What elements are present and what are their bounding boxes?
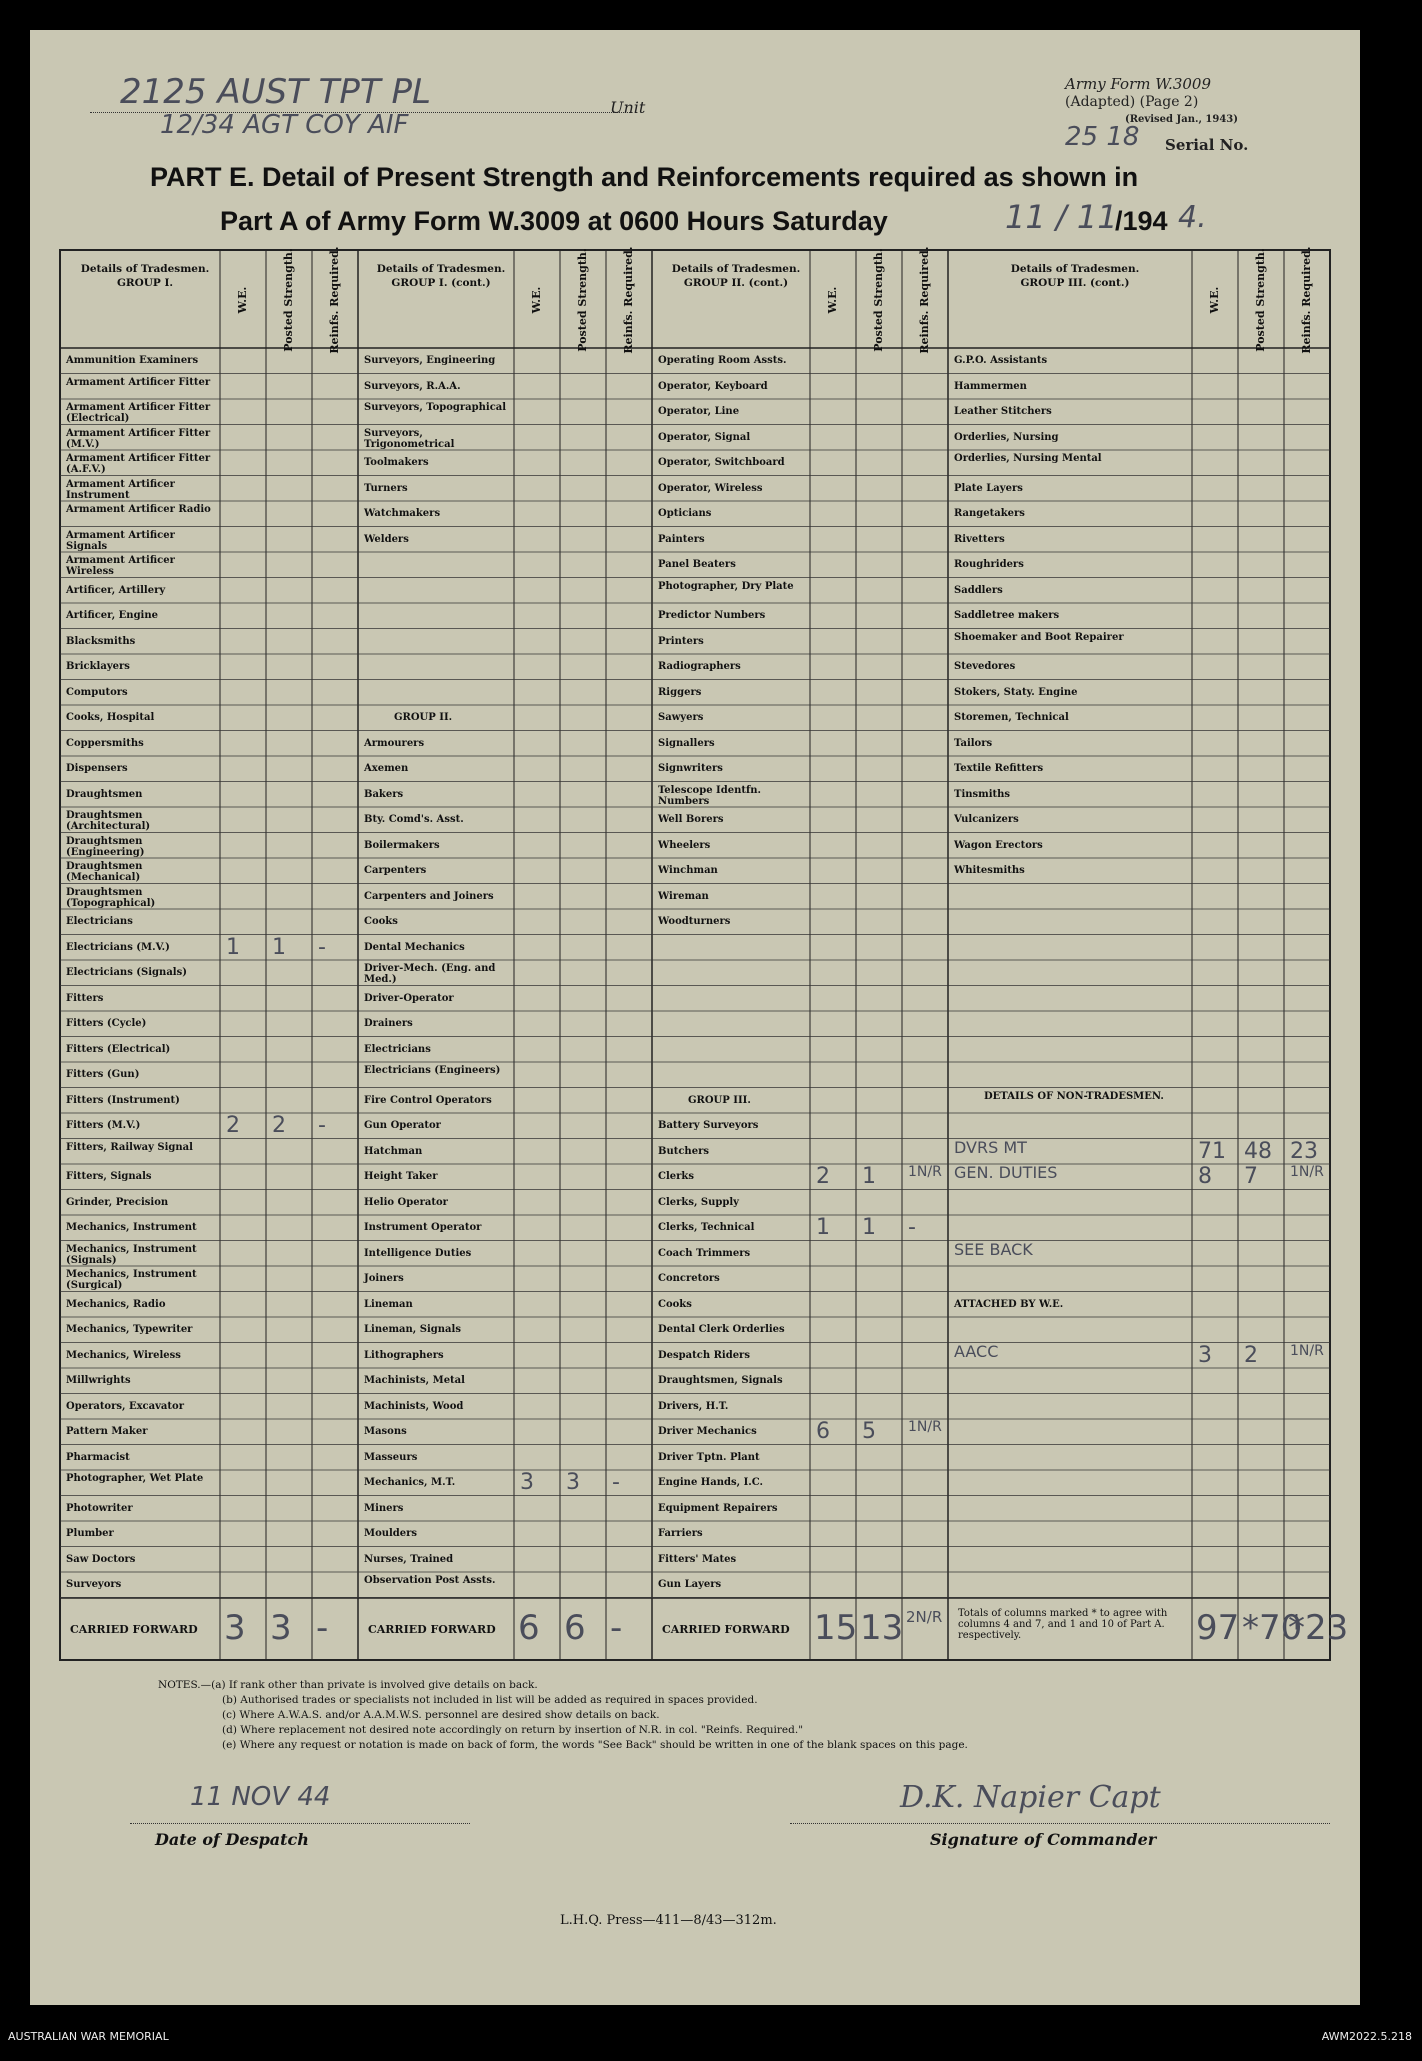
- col1-row-label: Coppersmiths: [66, 737, 144, 749]
- unit-handwritten: 2125 AUST TPT PL: [120, 72, 431, 112]
- col2-row-label: Lithographers: [364, 1349, 444, 1361]
- col-header-posted-2: Posted Strength.: [576, 248, 589, 352]
- col3-row-label: Engine Hands, I.C.: [658, 1477, 764, 1488]
- col4-row-label: SEE BACK: [954, 1239, 1033, 1259]
- carried-c3-1: 13: [860, 1608, 904, 1648]
- col4-row-label: G.P.O. Assistants: [954, 355, 1048, 366]
- col2-row-label: Drainers: [364, 1018, 413, 1029]
- col1-row-label: Fitters (Instrument): [66, 1094, 180, 1106]
- entry-fitters_mv-2: -: [318, 1113, 326, 1138]
- col2-row-label: Helio Operator: [364, 1196, 448, 1208]
- form-page: [30, 30, 1360, 2005]
- col3-row-label: Cooks: [658, 1298, 692, 1310]
- entry-clerks_tech-0: 1: [816, 1215, 830, 1240]
- col2-row-label: Machinists, Metal: [364, 1375, 465, 1386]
- date-handwritten: 11 / 11: [1005, 198, 1118, 236]
- col1-row-label: Ammunition Examiners: [66, 355, 199, 366]
- col3-row-label: Equipment Repairers: [658, 1502, 778, 1514]
- carried-c1-1: 3: [270, 1608, 292, 1648]
- col2-header: Details of Tradesmen. GROUP I. (cont.): [376, 263, 506, 289]
- col2-row-label: Lineman: [364, 1298, 413, 1310]
- entry-gen_duties-2: 1N/R: [1290, 1164, 1324, 1180]
- title-line-2: Part A of Army Form W.3009 at 0600 Hours Saturday: [220, 206, 888, 236]
- col2-row-label: Mechanics, M.T.: [364, 1477, 456, 1488]
- unit-handwritten-2: 12/34 AGT COY AIF: [160, 110, 409, 140]
- col4-row-label: Vulcanizers: [954, 814, 1019, 825]
- col3-row-label: Coach Trimmers: [658, 1247, 751, 1259]
- col1-row-label: Mechanics, Instrument (Signals): [66, 1243, 197, 1266]
- col1-row-label: Draughtsmen (Mechanical): [66, 861, 143, 883]
- col1-row-label: Fitters, Signals: [66, 1171, 152, 1182]
- carried-c3-2: 2N/R: [906, 1608, 943, 1626]
- col1-row-label: Armament Artificer Fitter (A.F.V.): [66, 453, 211, 475]
- col4-row-label: Tailors: [954, 737, 993, 749]
- col3-row-label: Operator, Keyboard: [658, 380, 768, 392]
- col1-row-label: Computors: [66, 686, 128, 698]
- col1-row-label: Operators, Excavator: [66, 1400, 184, 1412]
- entry-dvrs_mt-2: 23: [1290, 1138, 1318, 1164]
- col1-row-label: Draughtsmen (Topographical): [66, 886, 156, 909]
- signature-line: [790, 1823, 1330, 1824]
- col2-row-label: Machinists, Wood: [364, 1400, 464, 1412]
- col4-row-label: Stokers, Staty. Engine: [954, 686, 1078, 698]
- entry-clerks-1: 1: [862, 1164, 876, 1189]
- col4-row-label: Saddletree makers: [954, 610, 1060, 621]
- col2-row-label: Armourers: [364, 737, 425, 749]
- col3-row-label: Clerks, Supply: [658, 1196, 739, 1208]
- entry-clerks_tech-2: -: [908, 1215, 916, 1240]
- col-header-we-2: W.E.: [530, 286, 543, 314]
- col2-row-label: Bty. Comd's. Asst.: [364, 814, 464, 825]
- col2-row-label: Instrument Operator: [364, 1222, 482, 1233]
- entry-clerks_tech-1: 1: [862, 1215, 876, 1240]
- col1-row-label: Mechanics, Typewriter: [66, 1324, 193, 1335]
- col1-row-label: Armament Artificer Fitter: [66, 376, 211, 388]
- col3-row-label: Dental Clerk Orderlies: [658, 1324, 785, 1335]
- entry-elec_mv-0: 1: [226, 934, 240, 960]
- col2-row-label: Dental Mechanics: [364, 941, 465, 953]
- entry-clerks-2: 1N/R: [908, 1164, 942, 1180]
- carried-c2-0: 6: [518, 1608, 540, 1648]
- col2-row-label: Surveyors, R.A.A.: [364, 380, 461, 392]
- col1-row-label: Fitters (Cycle): [66, 1018, 147, 1029]
- col1-row-label: Photographer, Wet Plate: [66, 1473, 204, 1484]
- col3-row-label: Operator, Switchboard: [658, 457, 785, 468]
- entry-driver_mech-0: 6: [816, 1419, 830, 1444]
- col4-row-label: Tinsmiths: [954, 788, 1011, 800]
- col2-row-label: Masons: [364, 1426, 407, 1437]
- despatch-line: [130, 1823, 470, 1824]
- col4-row-label: Whitesmiths: [954, 865, 1025, 876]
- col3-row-label: Sawyers: [658, 712, 704, 723]
- col1-row-label: Draughtsmen (Engineering): [66, 835, 145, 858]
- notes-block: NOTES.—(a) If rank other than private is involved give details on back. (b) Authorised trades or specialists not included in list will be added as required in spaces provided. (c) Where A.W.A.S. and/or A.A.M.W.S. personnel are desired show details on back. (d) Where replacement not desired note accordingly on return by insertion of N.R. in col. "Reinfs. Required." (e) Where any request or notation is made on back of form, the words "See Back" should be written in one of the blank spaces on this page.: [158, 1679, 968, 1751]
- col4-header: Details of Tradesmen. GROUP III. (cont.): [1010, 263, 1140, 289]
- col-header-reinfs-2: Reinfs. Required.: [622, 246, 635, 354]
- col1-row-label: Mechanics, Wireless: [66, 1349, 181, 1361]
- col2-row-label: Miners: [364, 1502, 404, 1514]
- carried-c4-2: *23: [1288, 1608, 1349, 1648]
- col-header-we-4: W.E.: [1208, 286, 1221, 314]
- col1-row-label: Fitters (M.V.): [66, 1120, 141, 1131]
- col3-row-label: Clerks: [658, 1171, 694, 1182]
- col2-row-label: Joiners: [364, 1273, 404, 1284]
- col4-row-label: Orderlies, Nursing: [954, 431, 1059, 443]
- carried-forward-label-1: CARRIED FORWARD: [70, 1623, 198, 1636]
- col3-row-label: Panel Beaters: [658, 559, 736, 570]
- form-name: Army Form W.3009: [1065, 75, 1211, 93]
- form-adapted: (Adapted) (Page 2): [1065, 94, 1199, 110]
- col1-row-label: Draughtsmen (Architectural): [66, 810, 151, 832]
- col3-row-label: Painters: [658, 533, 705, 545]
- col1-row-label: Armament Artificer Radio: [66, 504, 211, 515]
- col1-row-label: Draughtsmen: [66, 788, 143, 800]
- carried-c2-1: 6: [564, 1608, 586, 1648]
- col1-row-label: Fitters (Electrical): [66, 1043, 171, 1055]
- col2-row-label: Intelligence Duties: [364, 1247, 472, 1259]
- col2-row-label: Carpenters: [364, 865, 427, 876]
- col-header-posted-4: Posted Strength.: [1254, 248, 1267, 352]
- col1-row-label: Armament Artificer Instrument: [66, 478, 175, 501]
- col3-row-label: Printers: [658, 635, 704, 647]
- col1-row-label: Photowriter: [66, 1502, 133, 1514]
- col4-row-label: ATTACHED BY W.E.: [954, 1298, 1064, 1310]
- col3-row-label: Operator, Wireless: [658, 482, 763, 494]
- col-header-reinfs-3: Reinfs. Required.: [918, 246, 931, 354]
- entry-aacc-2: 1N/R: [1290, 1342, 1324, 1359]
- col3-header: Details of Tradesmen. GROUP II. (cont.): [671, 263, 801, 289]
- serial-handwritten: 25 18: [1065, 122, 1140, 152]
- col3-row-label: Operator, Signal: [658, 431, 751, 443]
- despatch-handwritten: 11 NOV 44: [190, 1782, 331, 1812]
- col4-row-label: Textile Refitters: [954, 763, 1044, 774]
- col4-row-label: Shoemaker and Boot Repairer: [954, 631, 1124, 643]
- col1-row-label: Surveyors: [66, 1579, 122, 1590]
- col3-row-label: Clerks, Technical: [658, 1222, 755, 1233]
- col3-row-label: Winchman: [658, 865, 718, 876]
- col2-row-label: Nurses, Trained: [364, 1553, 454, 1565]
- col2-row-label: Surveyors, Topographical: [364, 402, 507, 413]
- archive-right: AWM2022.5.218: [1321, 2030, 1412, 2043]
- col1-row-label: Cooks, Hospital: [66, 712, 155, 723]
- year-hand: 4.: [1178, 200, 1207, 235]
- col4-row-label: Plate Layers: [954, 482, 1023, 494]
- col4-row-label: DVRS MT: [954, 1137, 1027, 1157]
- col3-row-label: Well Borers: [658, 814, 724, 825]
- col3-row-label: Fitters' Mates: [658, 1553, 737, 1565]
- col3-row-label: Woodturners: [658, 916, 731, 927]
- serial-label: Serial No.: [1165, 136, 1249, 154]
- col1-row-label: Millwrights: [66, 1375, 131, 1386]
- col1-row-label: Fitters, Railway Signal: [66, 1141, 193, 1153]
- col1-row-label: Pharmacist: [66, 1451, 130, 1463]
- col1-row-label: Armament Artificer Wireless: [66, 555, 175, 577]
- col3-row-label: Driver Tptn. Plant: [658, 1451, 760, 1463]
- col3-row-label: Signallers: [658, 737, 715, 749]
- archive-left: AUSTRALIAN WAR MEMORIAL: [8, 2030, 169, 2043]
- entry-aacc-1: 2: [1244, 1342, 1258, 1368]
- col2-row-label: Turners: [364, 482, 408, 494]
- col2-row-label: Gun Operator: [364, 1120, 441, 1131]
- signature-label: Signature of Commander: [930, 1830, 1157, 1849]
- col1-row-label: Artificer, Artillery: [66, 584, 166, 596]
- col-header-posted-1: Posted Strength.: [282, 248, 295, 352]
- col-header-reinfs-4: Reinfs. Required.: [1300, 246, 1313, 354]
- col1-row-label: Artificer, Engine: [66, 610, 158, 621]
- col2-row-label: Surveyors, Engineering: [364, 355, 496, 366]
- col3-row-label: Gun Layers: [658, 1579, 722, 1590]
- col1-row-label: Fitters (Gun): [66, 1069, 140, 1080]
- entry-elec_mv-1: 1: [272, 934, 286, 960]
- col1-header: Details of Tradesmen. GROUP I.: [80, 263, 210, 289]
- entry-aacc-0: 3: [1198, 1342, 1212, 1368]
- col1-row-label: Dispensers: [66, 763, 128, 774]
- col1-row-label: Mechanics, Instrument (Surgical): [66, 1269, 197, 1291]
- col3-row-label: Riggers: [658, 686, 702, 698]
- entry-clerks-0: 2: [816, 1164, 830, 1189]
- col4-row-label: Roughriders: [954, 559, 1024, 570]
- col3-row-label: Operator, Line: [658, 406, 740, 417]
- col3-row-label: Drivers, H.T.: [658, 1400, 729, 1412]
- signature-handwritten: D.K. Napier Capt: [900, 1780, 1161, 1815]
- entry-fitters_mv-0: 2: [226, 1113, 240, 1138]
- col2-row-label: GROUP II.: [394, 712, 453, 723]
- totals-note: Totals of columns marked * to agree with columns 4 and 7, and 1 and 10 of Part A. respectively.: [958, 1608, 1168, 1641]
- col2-row-label: Lineman, Signals: [364, 1324, 461, 1335]
- entry-fitters_mv-1: 2: [272, 1113, 286, 1138]
- col3-row-label: Operating Room Assts.: [658, 355, 787, 366]
- col1-row-label: Armament Artificer Fitter (M.V.): [66, 427, 211, 450]
- col4-row-label: Saddlers: [954, 584, 1003, 596]
- col1-row-label: Blacksmiths: [66, 635, 136, 647]
- col3-row-label: Wireman: [658, 890, 709, 902]
- entry-dvrs_mt-1: 48: [1244, 1138, 1272, 1164]
- col4-row-label: Stevedores: [954, 661, 1016, 672]
- col3-row-label: Predictor Numbers: [658, 610, 766, 621]
- col1-row-label: Plumber: [66, 1528, 114, 1539]
- unit-label: Unit: [610, 98, 646, 117]
- col4-row-label: AACC: [954, 1341, 999, 1361]
- col2-row-label: Driver-Mech. (Eng. and Med.): [364, 963, 496, 985]
- entry-mech_mt-2: -: [612, 1470, 620, 1495]
- col2-row-label: Masseurs: [364, 1451, 418, 1463]
- col3-row-label: Driver Mechanics: [658, 1426, 757, 1437]
- col1-row-label: Mechanics, Instrument: [66, 1222, 197, 1233]
- col4-row-label: Leather Stitchers: [954, 406, 1052, 417]
- col4-row-label: Rangetakers: [954, 508, 1025, 519]
- entry-mech_mt-0: 3: [520, 1470, 534, 1495]
- col2-row-label: Boilermakers: [364, 839, 440, 851]
- col2-row-label: Toolmakers: [364, 457, 429, 468]
- year-print: /194: [1115, 206, 1168, 236]
- col1-row-label: Electricians: [66, 916, 133, 927]
- entry-gen_duties-0: 8: [1198, 1164, 1212, 1189]
- col-header-reinfs-1: Reinfs. Required.: [328, 246, 341, 354]
- col1-row-label: Pattern Maker: [66, 1426, 148, 1437]
- col3-row-label: Draughtsmen, Signals: [658, 1375, 783, 1386]
- col3-row-label: GROUP III.: [688, 1094, 751, 1106]
- col4-row-label: DETAILS OF NON-TRADESMEN.: [984, 1090, 1164, 1102]
- col4-row-label: Storemen, Technical: [954, 712, 1069, 723]
- col3-row-label: Radiographers: [658, 661, 741, 672]
- col1-row-label: Armament Artificer Fitter (Electrical): [66, 402, 211, 424]
- col1-row-label: Mechanics, Radio: [66, 1298, 166, 1310]
- col1-row-label: Electricians (Signals): [66, 967, 187, 978]
- col4-row-label: Hammermen: [954, 380, 1027, 392]
- col1-row-label: Fitters: [66, 992, 104, 1004]
- col-header-we-1: W.E.: [236, 286, 249, 314]
- col2-row-label: Watchmakers: [364, 508, 441, 519]
- col2-row-label: Fire Control Operators: [364, 1094, 492, 1106]
- carried-c3-0: 15: [814, 1608, 858, 1648]
- carried-c2-2: -: [610, 1608, 623, 1648]
- col2-row-label: Bakers: [364, 788, 404, 800]
- title-line-1: PART E. Detail of Present Strength and Reinforcements required as shown in: [150, 162, 1139, 192]
- col1-row-label: Saw Doctors: [66, 1553, 136, 1565]
- col3-row-label: Battery Surveyors: [658, 1120, 759, 1131]
- col3-row-label: Butchers: [658, 1145, 709, 1157]
- col4-row-label: Wagon Erectors: [954, 839, 1043, 851]
- col3-row-label: Wheelers: [658, 839, 711, 851]
- col2-row-label: Observation Post Assts.: [364, 1575, 496, 1586]
- col1-row-label: Electricians (M.V.): [66, 941, 170, 953]
- col2-row-label: Electricians (Engineers): [364, 1065, 501, 1076]
- col1-row-label: Bricklayers: [66, 661, 130, 672]
- form-revised: (Revised Jan., 1943): [1125, 114, 1238, 125]
- col2-row-label: Carpenters and Joiners: [364, 890, 494, 902]
- press-line: L.H.Q. Press—411—8/43—312m.: [560, 1913, 777, 1928]
- col3-row-label: Signwriters: [658, 763, 723, 774]
- col2-row-label: Moulders: [364, 1528, 418, 1539]
- col4-row-label: Orderlies, Nursing Mental: [954, 453, 1102, 464]
- entry-mech_mt-1: 3: [566, 1470, 580, 1495]
- carried-c1-2: -: [316, 1608, 329, 1648]
- carried-forward-label-2: CARRIED FORWARD: [368, 1623, 496, 1636]
- col2-row-label: Welders: [364, 533, 409, 545]
- col2-row-label: Driver-Operator: [364, 992, 454, 1004]
- col3-row-label: Telescope Identfn. Numbers: [658, 784, 762, 807]
- col2-row-label: Axemen: [364, 763, 409, 774]
- entry-elec_mv-2: -: [318, 934, 326, 960]
- carried-c4-1: *70: [1242, 1608, 1303, 1648]
- col4-row-label: GEN. DUTIES: [954, 1163, 1058, 1182]
- entry-gen_duties-1: 7: [1244, 1164, 1258, 1189]
- col2-row-label: Surveyors, Trigonometrical: [364, 427, 455, 450]
- carried-c1-0: 3: [224, 1608, 246, 1648]
- col3-row-label: Opticians: [658, 508, 712, 519]
- col1-row-label: Armament Artificer Signals: [66, 529, 175, 552]
- carried-forward-label-3: CARRIED FORWARD: [662, 1623, 790, 1636]
- col-header-posted-3: Posted Strength.: [872, 248, 885, 352]
- col4-row-label: Rivetters: [954, 533, 1005, 545]
- despatch-label: Date of Despatch: [155, 1830, 309, 1849]
- col2-row-label: Hatchman: [364, 1145, 423, 1157]
- col3-row-label: Concretors: [658, 1273, 720, 1284]
- entry-driver_mech-1: 5: [862, 1419, 876, 1444]
- carried-c4-0: 97: [1196, 1608, 1240, 1648]
- col-header-we-3: W.E.: [826, 286, 839, 314]
- col3-row-label: Photographer, Dry Plate: [658, 580, 794, 592]
- entry-driver_mech-2: 1N/R: [908, 1419, 942, 1435]
- col1-row-label: Grinder, Precision: [66, 1196, 169, 1208]
- col2-row-label: Electricians: [364, 1043, 431, 1055]
- col3-row-label: Farriers: [658, 1528, 703, 1539]
- entry-dvrs_mt-0: 71: [1198, 1138, 1226, 1164]
- col3-row-label: Despatch Riders: [658, 1349, 750, 1361]
- col2-row-label: Height Taker: [364, 1171, 438, 1182]
- col2-row-label: Cooks: [364, 916, 398, 927]
